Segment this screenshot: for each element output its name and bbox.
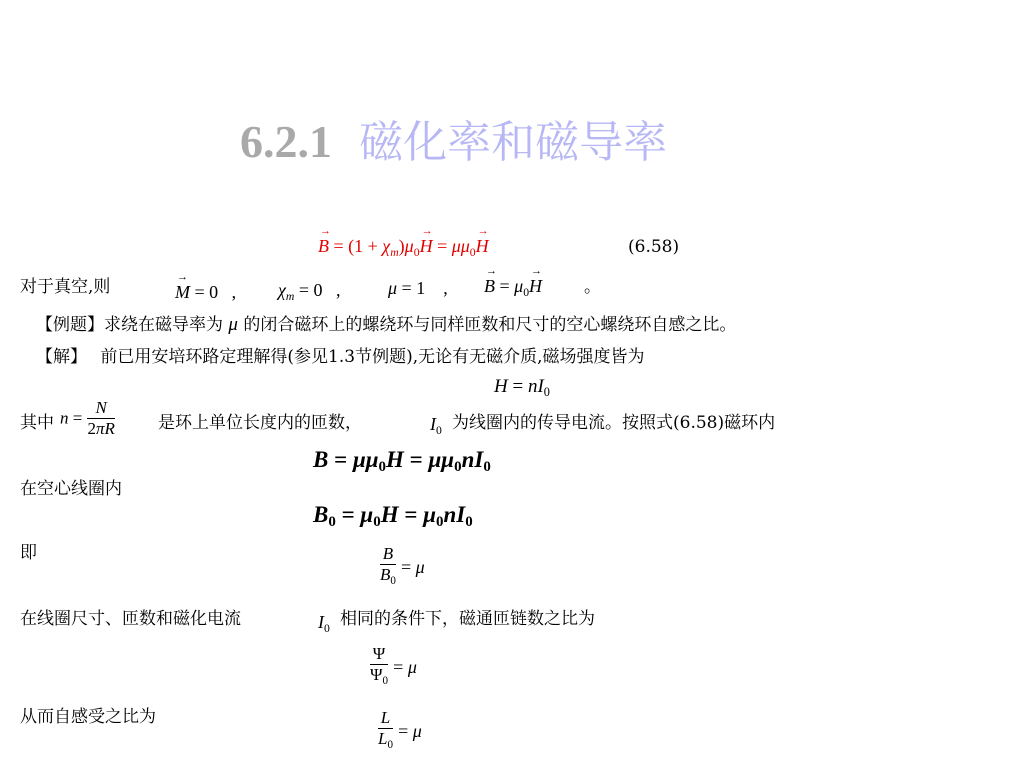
inductance-text: 从而自感受之比为 xyxy=(20,707,156,727)
equation-h-ni0: $H = nI_0$ xyxy=(494,376,550,399)
same-cond-text-2: 相同的条件下，磁通匝链数之比为 xyxy=(340,609,595,629)
mu-symbol: μ xyxy=(228,314,238,335)
fraction-n-over-2piR: $\frac{N}{2\pi R}$ xyxy=(87,398,115,438)
example-rest: 的闭合磁环上的螺绕环与同样匝数和尺寸的空心螺绕环自感之比。 xyxy=(243,315,737,335)
where-rest-2: 为线圈内的传导电流。按照式(6.58)磁环内 xyxy=(452,413,776,433)
solution-text xyxy=(36,346,645,368)
symbol-i0: $I_0$ xyxy=(430,414,442,437)
vacuum-mu-one: μ = 1 , xyxy=(388,278,448,298)
air-core-text: 在空心线圈内 xyxy=(20,479,122,499)
vacuum-text: 对于真空,则 xyxy=(20,277,111,297)
vacuum-chi-zero: $\chi_m = 0$ , xyxy=(278,280,341,303)
solution-body: 前已用安培环路定理解得(参见1.3节例题),无论有无磁介质,磁场强度皆为 xyxy=(100,347,645,367)
section-number: 6.2.1 xyxy=(240,116,332,167)
ratio-psi: $\frac{\Psi}{\Psi_0}$ = μ xyxy=(370,644,417,687)
section-title: 磁化率和磁导率 xyxy=(359,117,668,168)
ratio-l-l0: $\frac{L}{L_0}$ = μ xyxy=(378,708,422,751)
example-label: 【例题】求绕在磁导率为 xyxy=(36,315,223,335)
vacuum-b-mu0h: → $B = \mu_0\to H$ xyxy=(484,276,542,299)
equation-6-58: → $B = (1 + \chi_m)\mu_0\to H = \mu\mu_0\to H$ xyxy=(318,236,489,259)
equation-b0: $B_0 = \mu_0H = \mu_0nI_0$ xyxy=(313,502,473,530)
n-definition: n = $\frac{N}{2\pi R}$ xyxy=(60,398,115,438)
symbol-i0-2: $I_0$ xyxy=(318,612,330,635)
ratio-b-b0: $\frac{B}{B_0}$ = μ xyxy=(380,544,425,587)
solution-label: 【解】 xyxy=(36,347,87,367)
equation-b-core: $B = \mu\mu_0H = \mu\mu_0nI_0$ xyxy=(313,447,491,475)
where-prefix: 其中 xyxy=(20,413,54,433)
vacuum-m-zero: → M = 0 , xyxy=(175,282,236,303)
equation-label: (6.58) xyxy=(628,237,680,257)
example-text xyxy=(36,314,736,336)
vacuum-period: 。 xyxy=(584,277,601,297)
page-title xyxy=(240,106,667,170)
hence-text: 即 xyxy=(20,543,37,563)
where-rest-1: 是环上单位长度内的匝数， xyxy=(158,413,362,433)
same-cond-text-1: 在线圈尺寸、匝数和磁化电流 xyxy=(20,609,241,629)
